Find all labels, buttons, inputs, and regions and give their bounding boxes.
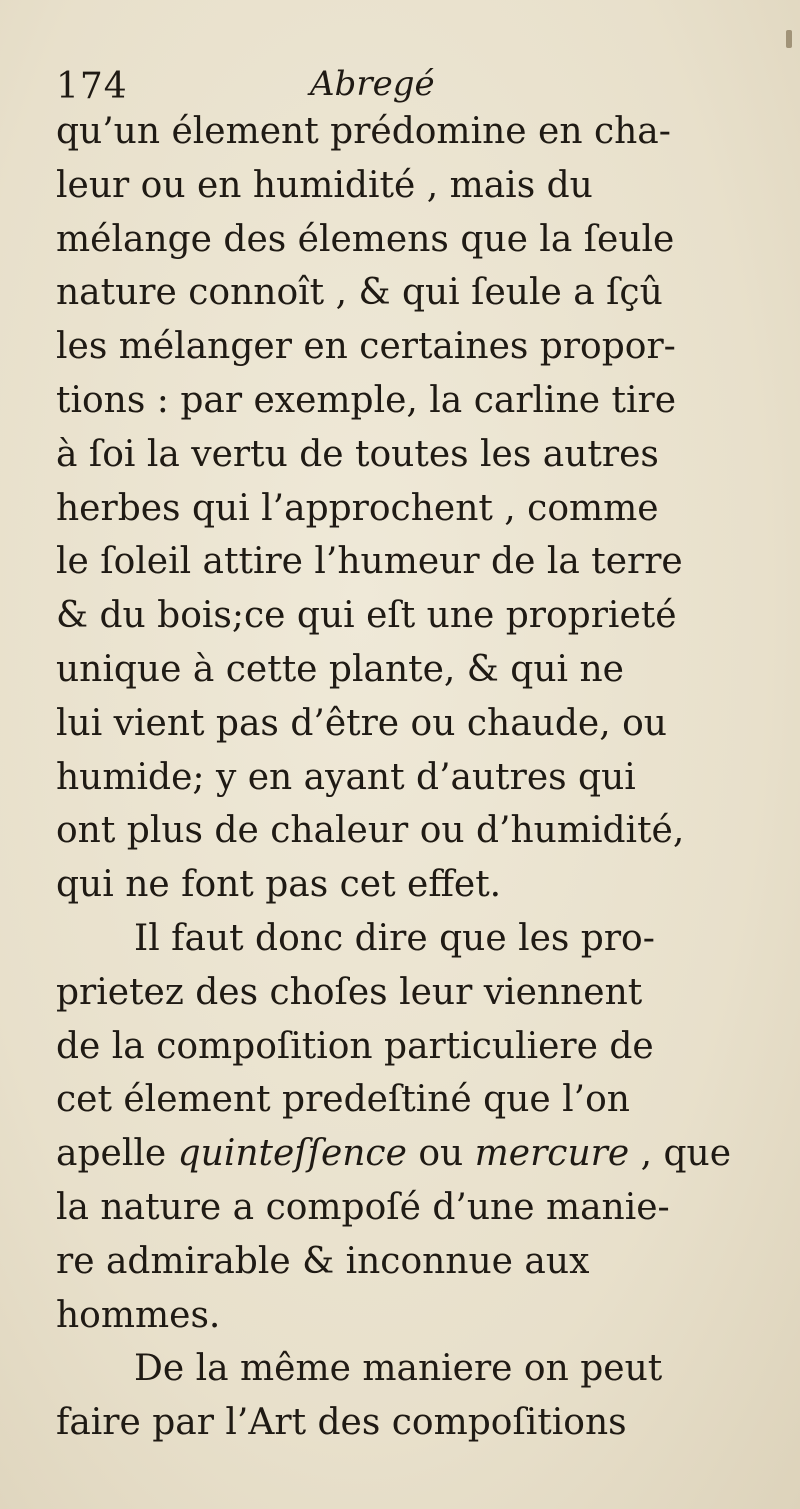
running-head: Abregé xyxy=(310,64,435,104)
text-line: cet élement predeſtiné que l’on xyxy=(56,1079,630,1121)
text-line: unique à cette plante, & qui ne xyxy=(56,648,624,690)
page-number: 174 xyxy=(56,66,128,107)
text-line: prietez des choſes leur viennent xyxy=(56,971,643,1013)
text-run: , que xyxy=(629,1133,732,1175)
text-line: leur ou en humidité , mais du xyxy=(56,164,593,206)
text-line: herbes qui l’approchent , comme xyxy=(56,487,659,529)
body-text xyxy=(56,105,746,1450)
text-line: Il faut donc dire que les pro- xyxy=(134,917,655,959)
text-line: De la même maniere on peut xyxy=(134,1348,663,1390)
text-line: de la compoſition particuliere de xyxy=(56,1025,654,1067)
text-line: la nature a compoſé d’une manie- xyxy=(56,1186,670,1228)
text-line: qu’un élement prédomine en cha- xyxy=(56,111,671,152)
text-line: nature connoît , & qui ſeule a ſçû xyxy=(56,272,663,314)
text-line: à ſoi la vertu de toutes les autres xyxy=(56,433,659,475)
italic-term: mercure xyxy=(474,1133,630,1175)
text-line: les mélanger en certaines propor- xyxy=(56,326,676,368)
text-line: & du bois;ce qui eſt une proprieté xyxy=(56,595,677,637)
text-line: hommes. xyxy=(56,1294,221,1336)
text-line: tions : par exemple, la carline tire xyxy=(56,379,676,421)
text-line: humide; y en ayant d’autres qui xyxy=(56,756,636,798)
text-line xyxy=(56,1127,746,1181)
text-run: apelle xyxy=(56,1133,178,1175)
text-line: faire par l’Art des compoſitions xyxy=(56,1402,627,1444)
text-run: ou xyxy=(406,1133,475,1175)
page-edge-mark xyxy=(786,30,792,48)
text-line: re admirable & inconnue aux xyxy=(56,1240,590,1282)
text-line: le ſoleil attire l’humeur de la terre xyxy=(56,541,683,583)
text-line: lui vient pas d’être ou chaude, ou xyxy=(56,702,667,744)
text-line: ont plus de chaleur ou d’humidité, xyxy=(56,810,685,852)
text-line: qui ne font pas cet effet. xyxy=(56,864,502,906)
text-line: mélange des élemens que la ſeule xyxy=(56,218,675,260)
italic-term: quinteſſence xyxy=(177,1133,407,1175)
